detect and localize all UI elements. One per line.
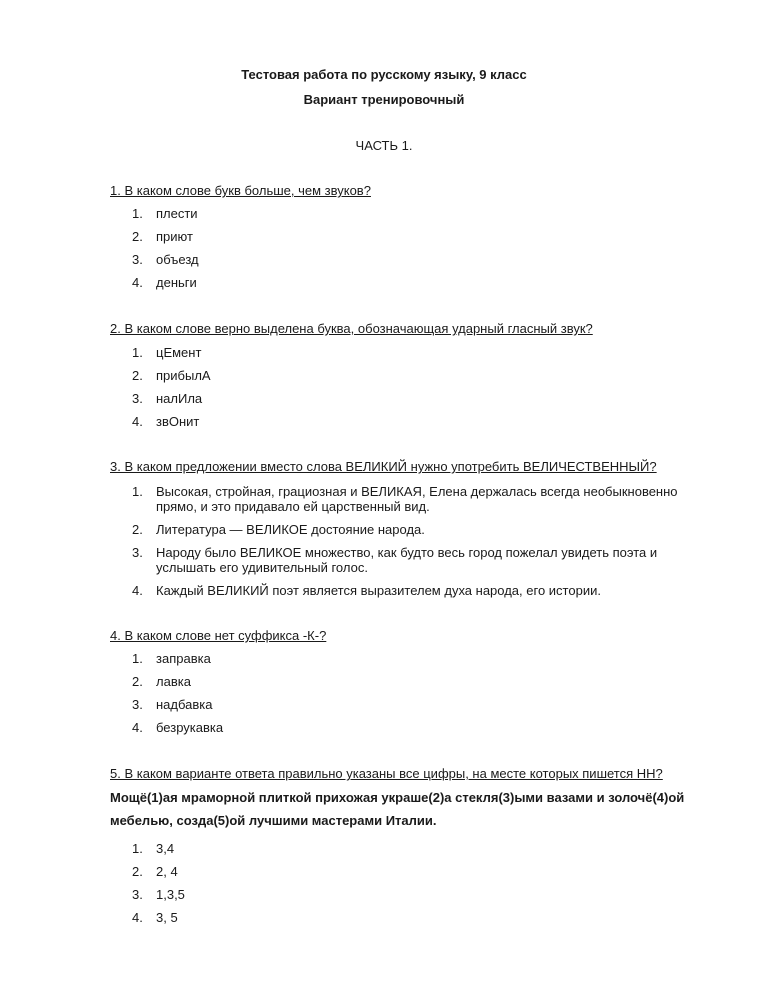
question-5-options [110, 841, 716, 925]
list-item: 4. 3, 5 [132, 910, 178, 925]
question-1: 1. В каком слове букв больше, чем звуков? [110, 183, 371, 198]
list-item: 1. цЕмент [132, 345, 202, 360]
list-item: 4. Каждый ВЕЛИКИЙ поэт является выразителем духа народа, его истории. [132, 583, 601, 598]
list-item: 3. 1,3,5 [132, 887, 185, 902]
list-item: 1. Высокая, стройная, грациозная и ВЕЛИКАЯ, Елена держалась всегда необыкновенно прямо, и это придавало ей царственный вид. [132, 484, 678, 514]
list-item: 1. 3,4 [132, 841, 175, 856]
part-heading: ЧАСТЬ 1. [355, 138, 413, 153]
list-item: 1. плести [132, 206, 198, 221]
list-item: 2. Литература — ВЕЛИКОЕ достояние народа. [132, 522, 425, 537]
list-item: 4. деньги [132, 275, 197, 290]
list-item: 1. заправка [132, 651, 211, 666]
question-5: 5. В каком варианте ответа правильно указаны все цифры, на месте которых пишется НН? [110, 766, 663, 781]
question-1-options [110, 206, 716, 290]
document-title: Тестовая работа по русскому языку, 9 класс [241, 67, 527, 82]
list-item: 4. безрукавка [132, 720, 224, 735]
list-item: 2. лавка [132, 674, 191, 689]
question-5-sentence: Мощё(1)ая мраморной плиткой прихожая украше(2)а стекля(3)ыми вазами и золочё(4)ой мебелью, созда(5)ой лучшими мастерами Италии. [110, 790, 685, 828]
question-3-options [110, 484, 716, 598]
list-item: 3. Народу было ВЕЛИКОЕ множество, как будто весь город пожелал увидеть поэта и услышать его удивительный голос. [132, 545, 658, 575]
list-item: 3. налИла [132, 391, 203, 406]
question-2-options [110, 345, 716, 429]
list-item: 2. 2, 4 [132, 864, 178, 879]
list-item: 3. объезд [132, 252, 199, 267]
list-item: 2. приют [132, 229, 193, 244]
document-variant: Вариант тренировочный [303, 92, 465, 107]
question-4-options [110, 651, 716, 735]
list-item: 3. надбавка [132, 697, 213, 712]
question-2: 2. В каком слове верно выделена буква, обозначающая ударный гласный звук? [110, 321, 593, 336]
list-item: 4. звОнит [132, 414, 200, 429]
question-4: 4. В каком слове нет суффикса -К-? [110, 628, 327, 643]
question-3: 3. В каком предложении вместо слова ВЕЛИКИЙ нужно употребить ВЕЛИЧЕСТВЕННЫЙ? [110, 459, 657, 474]
list-item: 2. прибылА [132, 368, 211, 383]
